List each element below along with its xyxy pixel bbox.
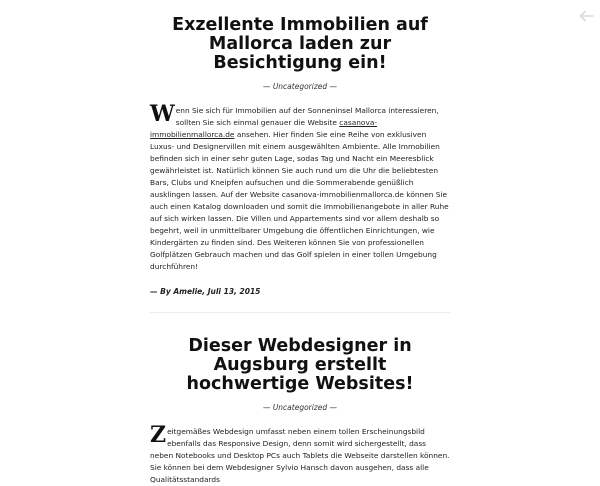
post-meta [150,287,450,296]
meta-prefix: — By [150,287,174,296]
category-prefix: — [262,82,273,91]
category-link[interactable]: Uncategorized [272,403,328,412]
category-prefix: — [262,403,273,412]
category-link[interactable]: Uncategorized [272,82,328,91]
meta-separator: , [202,287,208,296]
dropcap-letter: W [150,101,175,127]
post-mallorca [150,16,450,296]
post-webdesigner [150,337,450,486]
post-category [150,402,450,414]
body-text-part2: ansehen. Hier finden Sie eine Reihe von exklusiven Luxus- und Designervillen mit einem ausgewählten Ambiente. Alle Immobilien befinden sich in einer sehr guten Lage, sodas Tag und Nacht ein Meeresblick gewährleistet ist. Natürlich können Sie auch rund um die Uhr die beliebtesten Bars, Clubs und Kneipfen aufsuchen und die Sommerabende genüßlich ausklingen lassen. Auf der Website casanova-immobilienmallorca.de können Sie auch einen Katalog downloaden und somit die Immobilienangebote in aller Ruhe auf sich wirken lassen. Die Villen und Appartements sind vor allem deshalb so begehrt, weil in unmittelbarer Umgebung die öffentlichen Einrichtungen, wie Kindergärten zu finden sind. Des Weiteren können Sie von professionellen Golfplätzen Gebrauch machen und das Golf spielen in einer tollen Umgebung durchführen! [150,130,449,271]
body-text-part1: eitgemäßes Webdesign umfasst neben einem tollen Erscheinungsbild ebenfalls das Responsive Design, denn somit wird sichergestellt, dass neben Notebooks und Desktop PCs auch Tablets die Webseite darstellen können. Sie können bei dem Webdesigner Sylvio Hansch davon ausgehen, dass alle Qualitätsstandards [150,427,450,484]
posts-list [150,0,450,486]
back-arrow-icon[interactable] [576,6,596,26]
post-title[interactable]: Dieser Webdesigner in Augsburg erstellt hochwertige Websites! [186,336,414,394]
post-body [150,101,450,273]
post-category [150,81,450,93]
body-text-part1: enn Sie sich für Immobilien auf der Sonneninsel Mallorca interessieren, sollten Sie sich einmal genauer die Website [175,106,439,127]
category-suffix: — [327,82,338,91]
category-suffix: — [327,403,338,412]
post-divider [150,312,450,313]
post-title[interactable]: Exzellente Immobilien auf Mallorca laden zur Besichtigung ein! [172,15,428,73]
post-author[interactable]: Amelie [173,287,203,296]
post-date[interactable]: Juli 13, 2015 [207,287,261,296]
casanova-link[interactable]: casanova-immobilienmallorca.de [150,118,378,139]
post-body [150,422,450,486]
dropcap-letter: Z [150,422,167,448]
